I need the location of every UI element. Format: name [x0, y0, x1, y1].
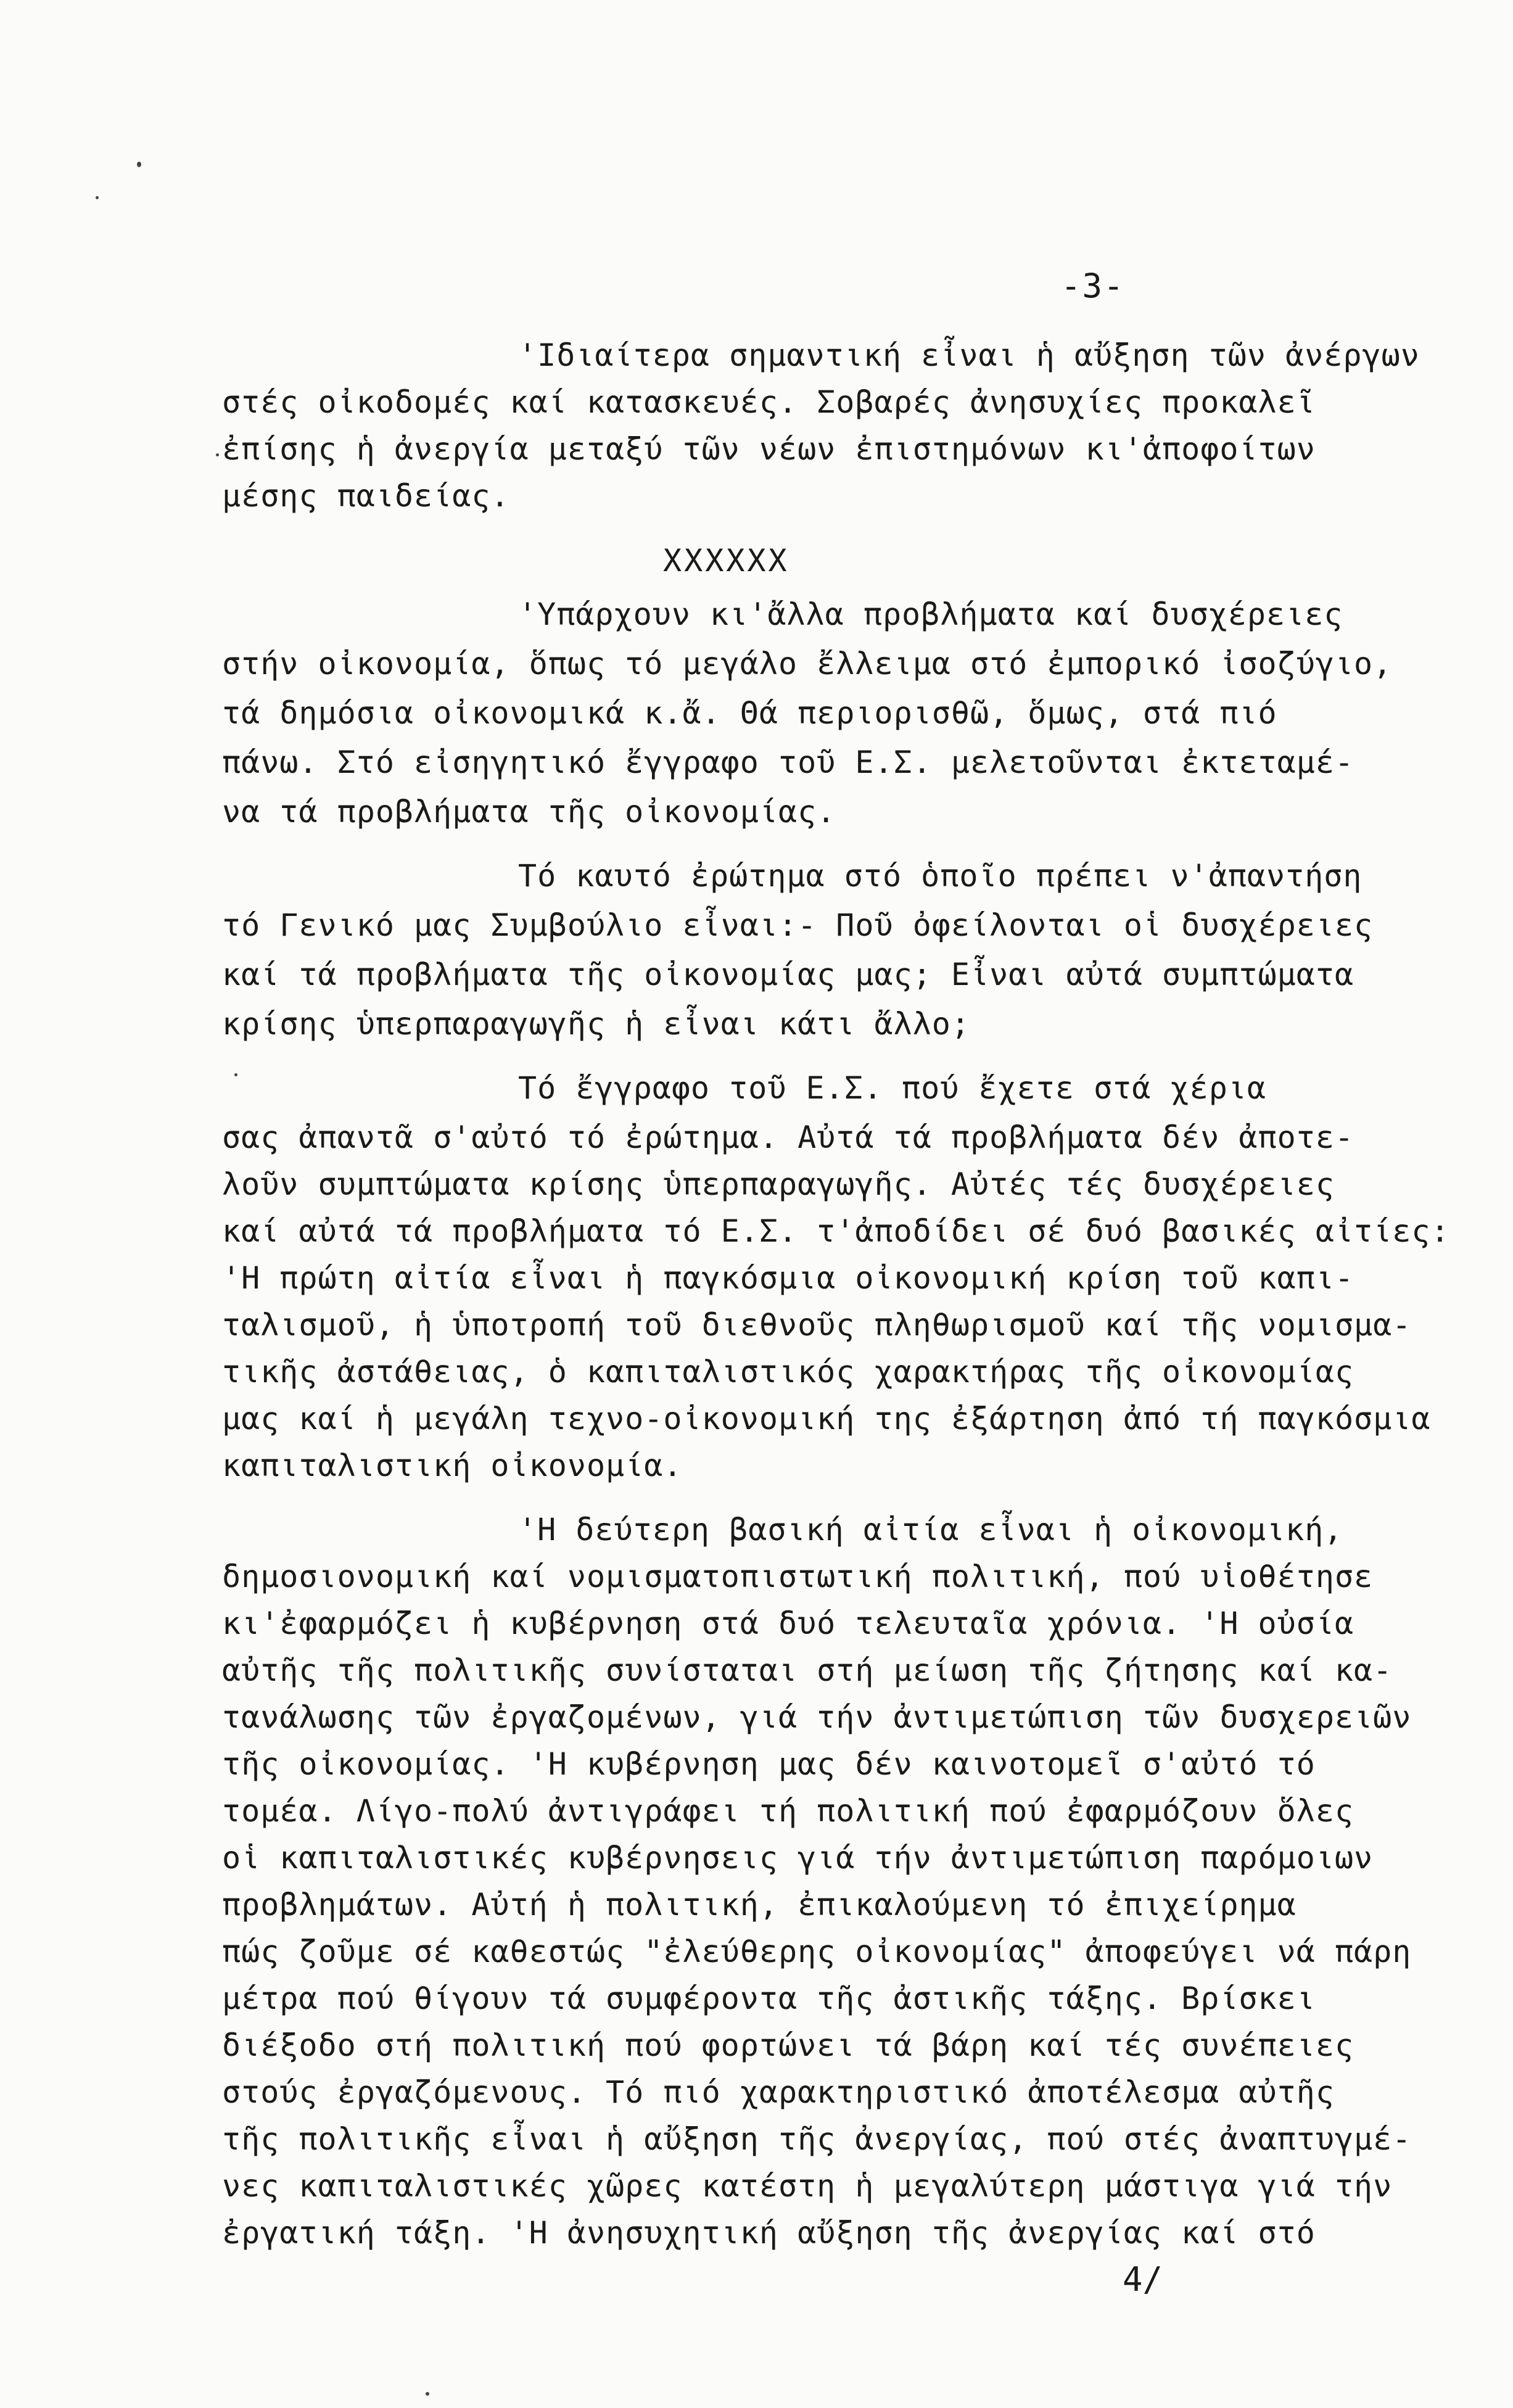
text-line: μέσης παιδείας.: [222, 478, 510, 514]
page-number: -3-: [1061, 266, 1125, 305]
text-line: αὐτῆς τῆς πολιτικῆς συνίσταται στή μείωση τῆς ζήτησης καί κα-: [222, 1652, 1393, 1688]
text-line: πάνω. Στό εἰσηγητικό ἔγγραφο τοῦ Ε.Σ. μελετοῦνται ἐκτεταμέ-: [222, 744, 1354, 780]
text-line: 'Η πρώτη αἰτία εἶναι ἡ παγκόσμια οἰκονομική κρίση τοῦ καπι-: [222, 1260, 1354, 1296]
text-line: προβλημάτων. Αὐτή ἡ πολιτική, ἐπικαλούμενη τό ἐπιχείρημα: [222, 1887, 1297, 1923]
continuation-marker: 4/: [1123, 2260, 1163, 2299]
text-line: καί αὐτά τά προβλήματα τό Ε.Σ. τ'ἀποδίδει σέ δυό βασικές αἰτίες:: [222, 1213, 1450, 1249]
text-line: κι'ἐφαρμόζει ἡ κυβέρνηση στά δυό τελευταῖα χρόνια. 'Η οὐσία: [222, 1606, 1354, 1641]
text-line: 'Υπάρχουν κι'ἄλλα προβλήματα καί δυσχέρειες: [518, 596, 1343, 632]
text-line: τό Γενικό μας Συμβούλιο εἶναι:- Ποῦ ὀφείλονται οἱ δυσχέρειες: [222, 907, 1374, 943]
text-line: κρίσης ὑπερπαραγωγῆς ἡ εἶναι κάτι ἄλλο;: [222, 1006, 970, 1042]
text-line: Τό ἔγγραφο τοῦ Ε.Σ. πού ἔχετε στά χέρια: [518, 1070, 1266, 1106]
scan-speck: [234, 1073, 237, 1076]
text-line: 'Η δεύτερη βασική αἰτία εἶναι ἡ οἰκονομική,: [518, 1512, 1343, 1548]
text-line: 'Ιδιαίτερα σημαντική εἶναι ἡ αὔξηση τῶν ἀνέργων: [518, 337, 1420, 373]
text-line: τῆς οἰκονομίας. 'Η κυβέρνηση μας δέν καινοτομεῖ σ'αὐτό τό: [222, 1746, 1316, 1782]
text-line: τῆς πολιτικῆς εἶναι ἡ αὔξηση τῆς ἀνεργίας, πού στές ἀναπτυγμέ-: [222, 2121, 1412, 2157]
text-line: ἐργατική τάξη. 'Η ἀνησυχητική αὔξηση τῆς ἀνεργίας καί στό: [222, 2215, 1316, 2251]
text-line: λοῦν συμπτώματα κρίσης ὑπερπαραγωγῆς. Αὐτές τές δυσχέρειες: [222, 1166, 1335, 1202]
text-line: πώς ζοῦμε σέ καθεστώς "ἐλεύθερης οἰκονομίας" ἀποφεύγει νά πάρη: [222, 1934, 1412, 1969]
text-line: στήν οἰκονομία, ὅπως τό μεγάλο ἔλλειμα στό ἐμπορικό ἰσοζύγιο,: [222, 646, 1393, 682]
text-line: να τά προβλήματα τῆς οἰκονομίας.: [222, 794, 836, 830]
text-line: νες καπιταλιστικές χῶρες κατέστη ἡ μεγαλύτερη μάστιγα γιά τήν: [222, 2168, 1393, 2204]
text-line: δημοσιονομική καί νομισματοπιστωτική πολιτική, πού υἱοθέτησε: [222, 1559, 1374, 1594]
text-line: τομέα. Λίγο-πολύ ἀντιγράφει τή πολιτική πού ἐφαρμόζουν ὅλες: [222, 1793, 1354, 1829]
text-line: διέξοδο στή πολιτική πού φορτώνει τά βάρη καί τές συνέπειες: [222, 2027, 1354, 2063]
text-line: στές οἰκοδομές καί κατασκευές. Σοβαρές ἀνησυχίες προκαλεῖ: [222, 384, 1316, 420]
scan-speck: [96, 196, 99, 199]
text-line: μέτρα πού θίγουν τά συμφέροντα τῆς ἀστικῆς τάξης. Βρίσκει: [222, 1981, 1316, 2016]
text-line: οἱ καπιταλιστικές κυβέρνησεις γιά τήν ἀντιμετώπιση παρόμοιων: [222, 1840, 1374, 1876]
text-line: καπιταλιστική οἰκονομία.: [222, 1448, 683, 1483]
text-line: ἐπίσης ἡ ἀνεργία μεταξύ τῶν νέων ἐπιστημόνων κι'ἀποφοίτων: [222, 431, 1316, 467]
section-divider: XXXXXX: [663, 543, 789, 579]
text-line: τανάλωσης τῶν ἐργαζομένων, γιά τήν ἀντιμετώπιση τῶν δυσχερειῶν: [222, 1699, 1412, 1735]
text-line: μας καί ἡ μεγάλη τεχνο-οἰκονομική της ἐξάρτηση ἀπό τή παγκόσμια: [222, 1401, 1431, 1437]
scan-speck: [216, 453, 219, 456]
scan-speck: [426, 2392, 429, 2396]
text-line: τά δημόσια οἰκονομικά κ.ἄ. Θά περιορισθῶ, ὅμως, στά πιό: [222, 695, 1277, 731]
text-line: τικῆς ἀστάθειας, ὁ καπιταλιστικός χαρακτήρας τῆς οἰκονομίας: [222, 1354, 1354, 1390]
text-line: ταλισμοῦ, ἡ ὑποτροπή τοῦ διεθνοῦς πληθωρισμοῦ καί τῆς νομισμα-: [222, 1307, 1412, 1343]
text-line: Τό καυτό ἐρώτημα στό ὁποῖο πρέπει ν'ἀπαντήση: [518, 858, 1363, 894]
text-line: καί τά προβλήματα τῆς οἰκονομίας μας; Εἶναι αὐτά συμπτώματα: [222, 957, 1354, 992]
text-line: στούς ἐργαζόμενους. Τό πιό χαρακτηριστικό ἀποτέλεσμα αὐτῆς: [222, 2074, 1335, 2110]
scan-speck: [137, 162, 141, 167]
text-line: σας ἀπαντᾶ σ'αὐτό τό ἐρώτημα. Αὐτά τά προβλήματα δέν ἀποτε-: [222, 1119, 1354, 1155]
